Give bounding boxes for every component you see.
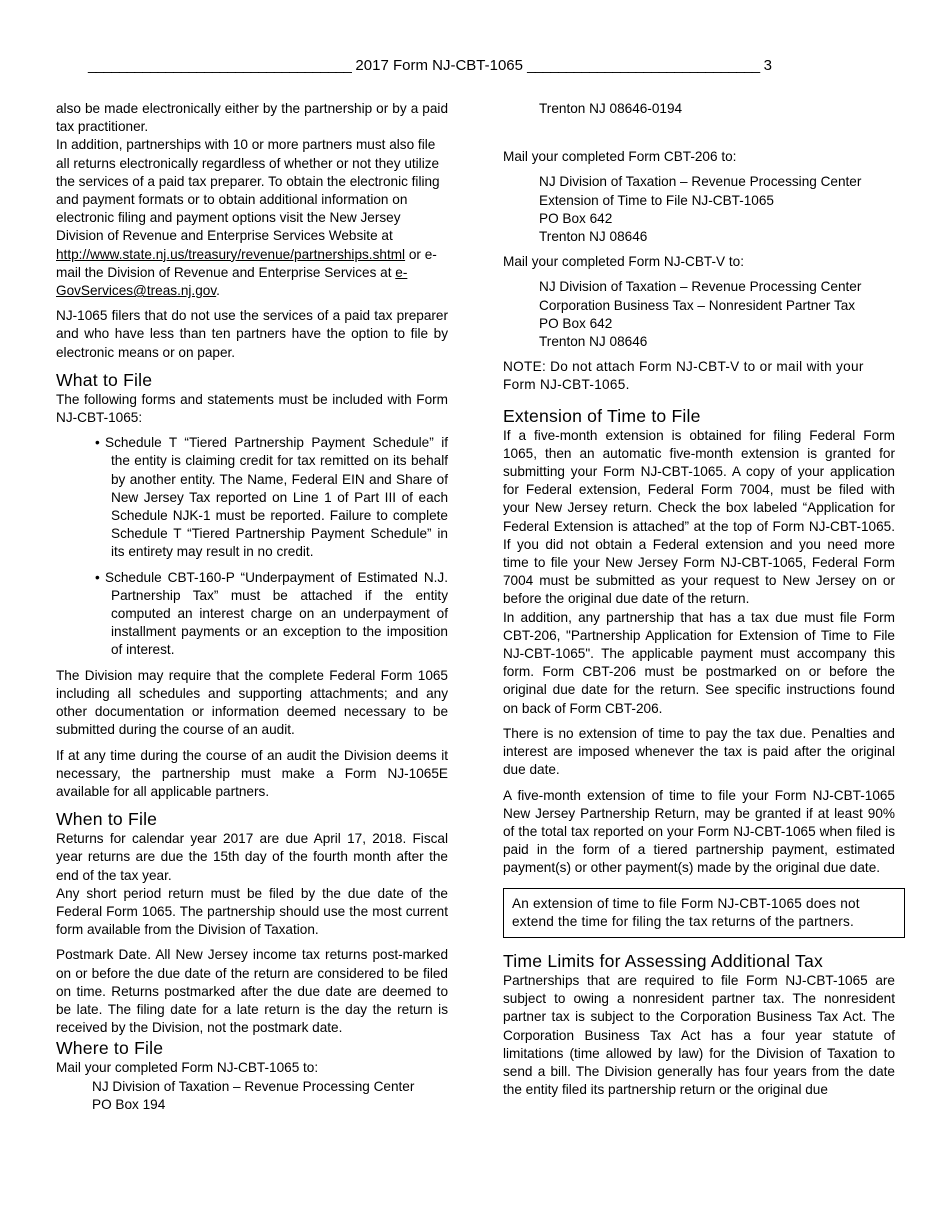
mailing-address-cbtv xyxy=(503,278,895,351)
right-column xyxy=(503,100,895,1106)
paragraph-ninety-percent: A five-month extension of time to file your Form NJ-CBT-1065 New Jersey Partnership Return, may be granted if at least 90% of the total tax reported on your Form NJ-CBT-1065 when filed is paid in the form of a tiered partnership payment, estimated payment(s) or other payment(s) made by the original due date. xyxy=(503,787,895,876)
heading-where-to-file: Where to File xyxy=(56,1038,164,1059)
page-number: 3 xyxy=(763,57,772,74)
heading-time-limits: Time Limits for Assessing Additional Tax xyxy=(503,950,823,971)
paragraph-audit: If at any time during the course of an audit the Division deems it necessary, the partnership must make a Form NJ-1065E available for all applicable partners. xyxy=(56,747,448,799)
header-rule-left: __________________________________ xyxy=(88,57,352,74)
note-do-not-attach: NOTE: Do not attach Form NJ-CBT-V to or mail with your Form NJ-CBT-1065. xyxy=(503,359,864,393)
paragraph-due-dates: Returns for calendar year 2017 are due April 17, 2018. Fiscal year returns are due the 15th day of the fourth month after the end of the tax year. xyxy=(56,831,448,883)
mailing-address xyxy=(56,1078,448,1114)
period: . xyxy=(216,283,220,299)
heading-what-to-file: What to File xyxy=(56,369,153,390)
list-item-schedule-t xyxy=(56,434,448,561)
paragraph-division-may-require: The Division may require that the complete Federal Form 1065 including all schedules and supporting attachments; and any other documentation or information deemed necessary to be submitted during the course of an audit. xyxy=(56,667,448,738)
address-line: NJ Division of Taxation – Revenue Processing Center xyxy=(539,174,862,190)
paragraph-no-extension-to-pay: There is no extension of time to pay the tax due. Penalties and interest are imposed whenever the tax is paid after the original due date. xyxy=(503,725,895,778)
paragraph-federal-extension: If a five-month extension is obtained for filing Federal Form 1065, then an automatic five-month extension is granted for submitting your Form NJ-CBT-1065. A copy of your application for Federal extension, Federal Form 7004, must be filed with your New Jersey return. Check the box labeled “Application for Federal Extension is attached” at the top of Form NJ-CBT-1065. If you did not obtain a Federal extension and you need more time to file your New Jersey Form NJ-CBT-1065, Federal Form 7004 must be submitted as your request to New Jersey on or before the original due date of the return. xyxy=(503,427,895,607)
paragraph-what-intro: The following forms and statements must be included with Form NJ-CBT-1065: xyxy=(56,391,448,426)
left-column xyxy=(56,100,448,1114)
paragraph-nj1065-filers: NJ-1065 filers that do not use the services of a paid tax preparer and who have less than ten partners have the option to file by electronic means or on paper. xyxy=(56,308,448,360)
paragraph-postmark-date: Postmark Date. All New Jersey income tax returns post-marked on or before the due date of the return are considered to be filed on time. Returns postmarked after the due date are deemed to be late. The filing date for a late return is the day the return is received by the Division, not the postmark date. xyxy=(56,947,448,1036)
list-item-schedule-cbt160p xyxy=(56,569,448,660)
paragraph-mail-cbt206: Mail your completed Form CBT-206 to: xyxy=(503,149,737,165)
page-header xyxy=(88,56,863,76)
bullet-icon: • xyxy=(95,435,100,451)
address-line: PO Box 642 xyxy=(539,315,613,331)
address-line: PO Box 194 xyxy=(92,1096,166,1112)
header-title: 2017 Form NJ-CBT-1065 xyxy=(355,57,523,74)
paragraph-ten-partners xyxy=(56,136,448,300)
paragraph-email-text: or e-mail the Division of Revenue and Enterprise Services at xyxy=(56,246,437,280)
paragraph-mail-nj-cbt-1065: Mail your completed Form NJ-CBT-1065 to: xyxy=(56,1060,319,1076)
paragraph-ten-partners-text: In addition, partnerships with 10 or more partners must also file all returns electronically regardless of whether or not they utilize the services of a paid tax preparer. To obtain the electronic filing and payment formats or to obtain additional information on electronic filing and payment options visit the New Jersey Division of Revenue and Enterprise Services Website at xyxy=(56,137,440,244)
heading-extension-of-time: Extension of Time to File xyxy=(503,405,701,426)
boxed-notice: An extension of time to file Form NJ-CBT-1065 does not extend the time for filing the tax returns of the partners. xyxy=(503,888,905,938)
address-line: Trenton NJ 08646 xyxy=(539,229,648,245)
header-rule-right: ______________________________ xyxy=(527,57,760,74)
list-item-text: Schedule CBT-160-P “Underpayment of Estimated N.J. Partnership Tax” must be attached if the entity computed an interest charge on an underpayment of installment payments or an exception to the imposition of interest. xyxy=(105,569,448,658)
mailing-address-continued xyxy=(503,100,895,118)
address-line: Corporation Business Tax – Nonresident Partner Tax xyxy=(539,297,856,313)
address-line: NJ Division of Taxation – Revenue Processing Center xyxy=(92,1078,415,1094)
bullet-icon: • xyxy=(95,569,100,585)
partnerships-link[interactable]: http://www.state.nj.us/treasury/revenue/partnerships.shtml xyxy=(56,246,406,262)
address-line: Extension of Time to File NJ-CBT-1065 xyxy=(539,192,774,208)
list-item-text: Schedule T “Tiered Partnership Payment Schedule” if the entity is claiming credit for tax remitted on its behalf by another entity. The Name, Federal EIN and Share of New Jersey Tax reported on Line 1 of Part III of each Schedule NJK-1 must be reported. Failure to complete Schedule T “Tiered Partnership Payment Schedule” in its entirety may result in no credit. xyxy=(105,435,448,560)
paragraph-mail-cbtv: Mail your completed Form NJ-CBT-V to: xyxy=(503,254,744,270)
paragraph-electronic-filing: also be made electronically either by the partnership or by a paid tax practitioner. xyxy=(56,101,448,135)
spacer xyxy=(503,118,895,148)
heading-when-to-file: When to File xyxy=(56,809,158,830)
mailing-address-cbt206 xyxy=(503,173,895,246)
paragraph-time-limits: Partnerships that are required to file Form NJ-CBT-1065 are subject to owing a nonresident partner tax. The nonresident partner tax is subject to the Corporation Business Tax Act. The Corporation Business Tax Act has a four year statute of limitations (time allowed by law) for the Division of Taxation to send a bill. The Division generally has four years from the date the entity filed its partnership return or the original due xyxy=(503,972,895,1098)
paragraph-short-period: Any short period return must be filed by the due date of the Federal Form 1065. The partnership should use the most current form available from the Division of Taxation. xyxy=(56,885,448,938)
paragraph-cbt206: In addition, any partnership that has a tax due must file Form CBT-206, "Partnership Application for Extension of Time to File NJ-CBT-1065". The applicable payment must accompany this form. Form CBT-206 must be postmarked on or before the original due date for the return. See specific instructions found on back of Form CBT-206. xyxy=(503,609,895,716)
address-line: NJ Division of Taxation – Revenue Processing Center xyxy=(539,279,862,295)
address-line: PO Box 642 xyxy=(539,210,613,226)
address-line: Trenton NJ 08646 xyxy=(539,334,648,350)
email-link[interactable]: e-GovServices@treas.nj.gov xyxy=(56,264,408,299)
address-line: Trenton NJ 08646-0194 xyxy=(539,101,683,116)
required-forms-list xyxy=(56,434,448,659)
